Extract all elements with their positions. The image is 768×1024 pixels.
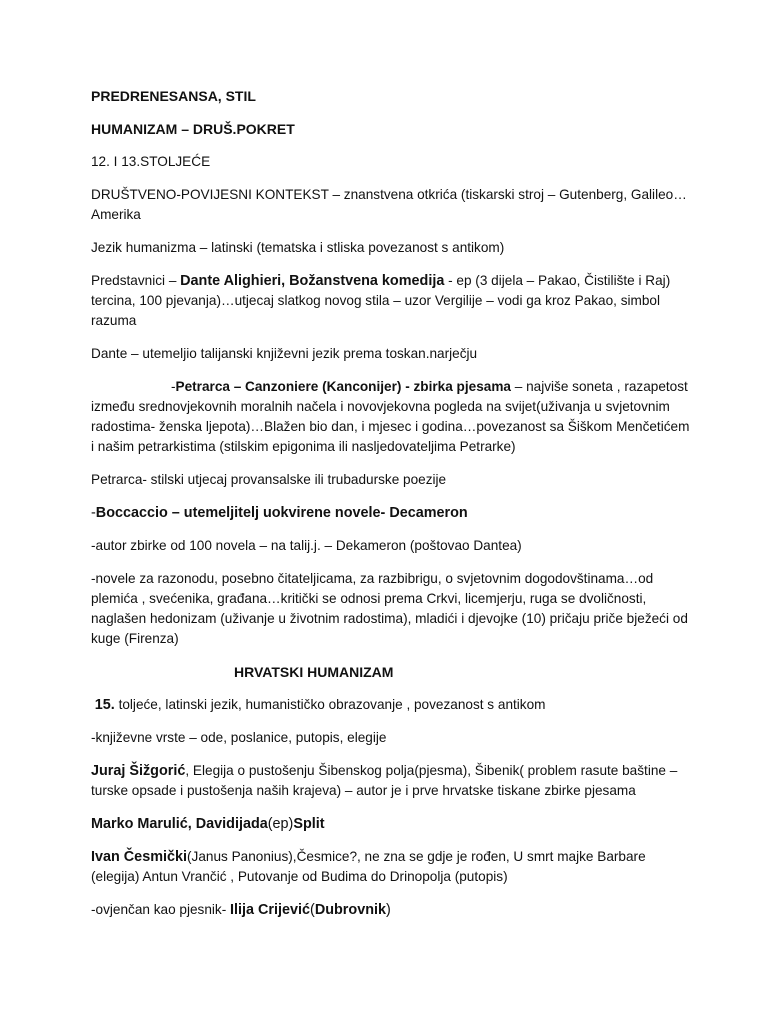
dante-title: Dante Alighieri, Božanstvena komedija xyxy=(180,273,445,289)
petrarca-paragraph xyxy=(91,377,691,457)
boccaccio-heading xyxy=(91,503,691,523)
ilija-name: Ilija Crijević xyxy=(230,902,311,918)
boccaccio-title: Boccaccio – utemeljitelj uokvirene novele- Decameron xyxy=(95,505,468,521)
ivan-name: Ivan Česmički xyxy=(91,849,187,865)
marko-paragraph xyxy=(91,814,691,834)
boccaccio-author-paragraph: -autor zbirke od 100 novela – na talij.j. – Dekameron (poštovao Dantea) xyxy=(91,538,522,553)
marko-title: Marko Marulić, Davidijada xyxy=(91,816,268,832)
ilija-paren-open: ( xyxy=(310,902,315,918)
heading-humanizam: HUMANIZAM – DRUŠ.POKRET xyxy=(91,121,295,137)
dante-prefix: Predstavnici – xyxy=(91,273,181,288)
ilija-paren-close: ) xyxy=(386,902,391,918)
ilija-prefix: -ovjenčan kao pjesnik- xyxy=(91,902,231,917)
ilija-paragraph xyxy=(91,900,691,920)
heading-predrenesansa: PREDRENESANSA, STIL xyxy=(91,88,256,104)
ivan-description: (Janus Panonius),Česmice?, ne zna se gdje je rođen, U smrt majke Barbare (elegija) Antun Vrančić , Putovanje od Budima do Drinopolja (putopis) xyxy=(91,849,646,884)
boccaccio-dash: - xyxy=(91,505,96,521)
dante-language-paragraph: Dante – utemeljio talijanski književni jezik prema toskan.narječju xyxy=(91,346,478,361)
petrarca-description: – najviše soneta , razapetost između srednovjekovnih moralnih načela i novovjekovna pogleda na svijet(uživanja u svjetovnim radostima- ženska ljepota)…Blažen bio dan, i mjesec i godina…povezanost sa Šiškom Menčetićem i našim petrarkistima (stilskim epigonima ili nasljedovateljima Petrarke) xyxy=(91,379,690,454)
petrarca-dash: - xyxy=(171,379,176,394)
centuries-line: 12. I 13.STOLJEĆE xyxy=(91,154,211,169)
juraj-name: Juraj Šižgorić xyxy=(91,763,186,779)
genres-paragraph: -književne vrste – ode, poslanice, putopis, elegije xyxy=(91,730,387,745)
language-paragraph: Jezik humanizma – latinski (tematska i stliska povezanost s antikom) xyxy=(91,240,505,255)
boccaccio-description-paragraph: -novele za razonodu, posebno čitateljicama, za razbibrigu, o svjetovnim dogodovštinama…od plemića , svećenika, građana…kritički se odnosi prema Crkvi, licemjerju, ruga se dvoličnosti, naglašen hedonizam (uživanje u životnim radostima), mladići i djevojke (10) pričaju priče bježeći od kuge (Firenza) xyxy=(91,571,688,646)
ilija-city: Dubrovnik xyxy=(314,902,386,918)
document-body xyxy=(91,86,691,933)
dante-description: - ep (3 dijela – Pakao, Čistilište i Raj) tercina, 100 pjevanja)…utjecaj slatkog novog stila – uzor Vergilije – vodi ga kroz Pakao, simbol razuma xyxy=(91,273,671,328)
juraj-description: , Elegija o pustošenju Šibenskog polja(pjesma), Šibenik( problem rasute baštine – turske opsade i pustošenja naših krajeva) – autor je i prve hrvatske tiskane zbirke pjesama xyxy=(91,763,678,798)
croatian-humanism-heading: HRVATSKI HUMANIZAM xyxy=(234,664,394,680)
context-paragraph: DRUŠTVENO-POVIJESNI KONTEKST – znanstvena otkrića (tiskarski stroj – Gutenberg, Galileo…Amerika xyxy=(91,187,687,222)
petrarca-title: Petrarca – Canzoniere (Kanconijer) - zbirka pjesama xyxy=(175,379,511,394)
century-number: 15. xyxy=(94,697,115,713)
century-description: toljeće, latinski jezik, humanističko obrazovanje , povezanost s antikom xyxy=(114,697,546,712)
marko-city: Split xyxy=(293,816,325,832)
juraj-paragraph xyxy=(91,761,691,801)
petrarca-style-paragraph: Petrarca- stilski utjecaj provansalske ili trubadurske poezije xyxy=(91,472,447,487)
fifteenth-century-paragraph xyxy=(91,695,691,715)
dante-paragraph xyxy=(91,271,691,331)
ivan-paragraph xyxy=(91,847,691,887)
marko-genre: (ep) xyxy=(267,816,294,832)
